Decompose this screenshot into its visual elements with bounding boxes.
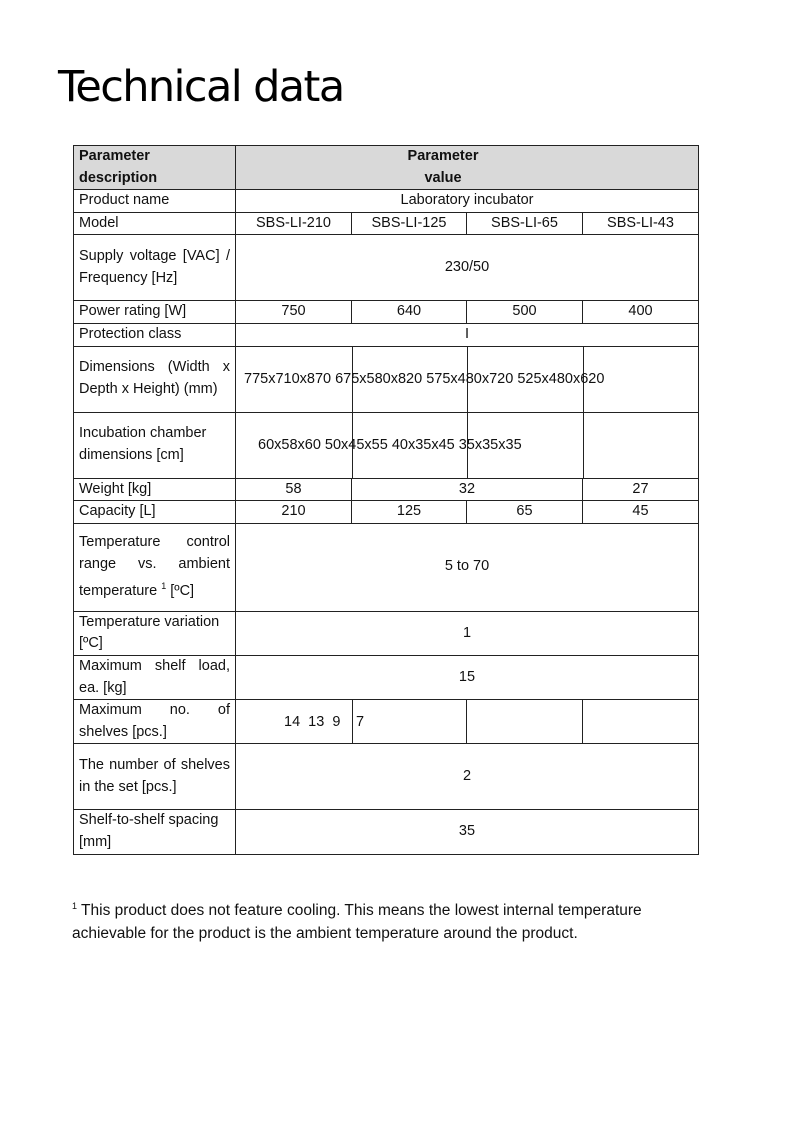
weight-value: 32 [352,478,583,501]
row-value: 230/50 [236,235,699,301]
table-row [74,212,699,235]
capacity-value: 125 [352,501,467,524]
table-row [74,611,699,655]
row-label: Supply voltage [VAC] / Frequency [Hz] [74,235,236,301]
row-label: Shelf-to-shelf spacing [mm] [74,810,236,854]
row-value: Laboratory incubator [236,190,699,213]
model-value: SBS-LI-43 [583,212,699,235]
empty-cell [467,700,583,744]
temp-range-unit: [ºC] [170,582,195,599]
dimensions-text: 775x710x870 675x580x820 575x480x720 525x480x620 [244,370,605,387]
page-title: Technical data [58,62,344,112]
capacity-value: 210 [236,501,352,524]
row-label: Capacity [L] [74,501,236,524]
row-label: Model [74,212,236,235]
row-label: Dimensions (Width x Depth x Height) (mm) [74,346,236,412]
power-value: 750 [236,301,352,324]
table-row [74,744,699,810]
row-label [74,523,236,611]
chamber-values [236,412,699,478]
table-row [74,700,699,744]
row-value: I [236,323,699,346]
weight-value: 27 [583,478,699,501]
power-value: 500 [467,301,583,324]
column-divider [583,413,584,478]
table-row [74,412,699,478]
row-value: 2 [236,744,699,810]
row-value: 1 [236,611,699,655]
table-row [74,810,699,854]
empty-cell [583,700,699,744]
table-row [74,346,699,412]
table-header-row [74,146,699,190]
max-shelves-text: 14 13 9 [284,714,341,731]
table-row [74,478,699,501]
row-label: Temperature variation [ºC] [74,611,236,655]
max-shelves-text: 7 [356,714,365,731]
table-row [74,190,699,213]
technical-data-table [73,145,699,855]
footnote-marker: 1 [72,901,78,911]
column-divider [352,700,353,743]
header-description: Parameter description [74,146,236,190]
table-row [74,323,699,346]
capacity-value: 45 [583,501,699,524]
model-value: SBS-LI-125 [352,212,467,235]
row-label: The number of shelves in the set [pcs.] [74,744,236,810]
model-value: SBS-LI-210 [236,212,352,235]
row-label: Weight [kg] [74,478,236,501]
table-row [74,301,699,324]
table-row [74,235,699,301]
table-row [74,523,699,611]
header-value-text: Parameter value [407,148,479,186]
row-label: Incubation chamber dimensions [cm] [74,412,236,478]
row-value: 35 [236,810,699,854]
row-label: Protection class [74,323,236,346]
power-value: 400 [583,301,699,324]
dimensions-values [236,346,699,412]
max-shelves-values [236,700,467,744]
header-value [236,146,699,190]
row-value: 5 to 70 [236,523,699,611]
row-label: Power rating [W] [74,301,236,324]
footnote-marker: 1 [161,580,167,591]
temp-range-label: Temperature control range vs. ambient temperature [79,534,230,599]
footnote-text: This product does not feature cooling. This means the lowest internal temperature achievable for the product is the ambient temperature around the product. [72,902,642,942]
capacity-value: 65 [467,501,583,524]
row-label: Maximum shelf load, ea. [kg] [74,655,236,699]
power-value: 640 [352,301,467,324]
row-value: 15 [236,655,699,699]
model-value: SBS-LI-65 [467,212,583,235]
table-row [74,655,699,699]
table-row [74,501,699,524]
footnote [72,895,712,945]
weight-value: 58 [236,478,352,501]
row-label: Product name [74,190,236,213]
row-label: Maximum no. of shelves [pcs.] [74,700,236,744]
chamber-text: 60x58x60 50x45x55 40x35x45 35x35x35 [258,436,522,453]
